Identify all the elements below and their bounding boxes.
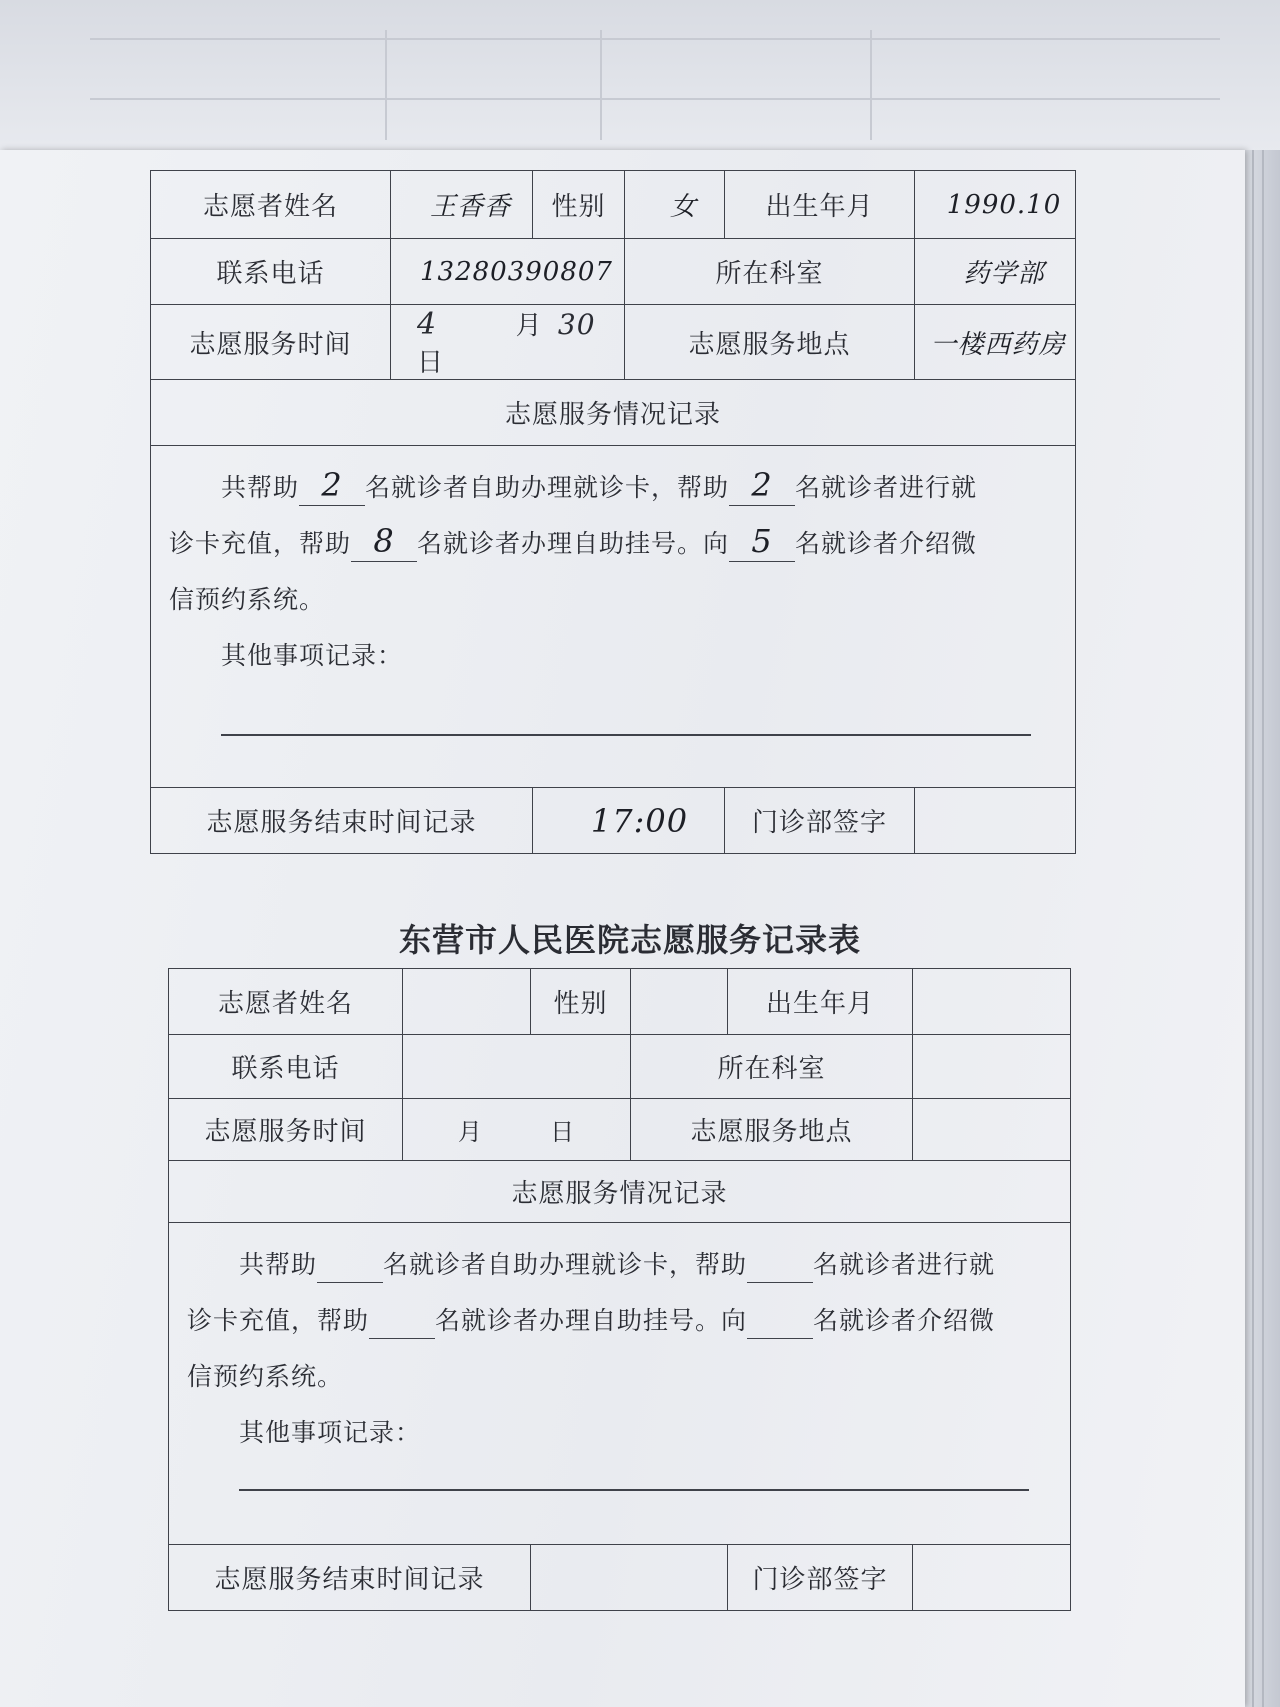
day-label: 日 [417,348,445,378]
month-value: 4 [417,307,438,342]
record-paragraph: 共帮助 2 名就诊者自助办理就诊卡，帮助 2 名就诊者进行就 诊卡充值，帮助 8 名就诊者办理自助挂号。向 5 名就诊者介绍微 信预约系统。 [169,466,978,614]
count-recharge-blank[interactable]: 2 [729,465,795,506]
record-body [169,1223,1071,1545]
notes-line[interactable] [221,734,1031,736]
dept-value[interactable]: 药学部 [915,239,1076,305]
location-label: 志愿服务地点 [631,1099,913,1161]
end-time-label: 志愿服务结束时间记录 [169,1545,531,1611]
dept-label: 所在科室 [631,1035,913,1099]
service-time-label: 志愿服务时间 [169,1099,403,1161]
day-value: 30 [557,308,596,341]
record-paragraph: 共帮助 名就诊者自助办理就诊卡，帮助 名就诊者进行就 诊卡充值，帮助 名就诊者办理自助挂号。向 名就诊者介绍微 信预约系统。 [169,1223,1070,1405]
name-value[interactable]: 王香香 [391,171,533,239]
phone-value[interactable]: 13280390807 [391,239,625,305]
count-wechat-blank[interactable]: 5 [729,521,795,562]
dept-value[interactable] [913,1035,1071,1099]
dept-label: 所在科室 [625,239,915,305]
underlying-page [0,0,1280,165]
ghost-rule [870,30,872,140]
form-title: 东营市人民医院志愿服务记录表 [398,921,861,959]
record-form-blank [168,968,1071,1611]
stack-edge-line [1262,150,1264,1707]
end-time-value[interactable] [531,1545,728,1611]
sign-value[interactable] [913,1545,1071,1611]
count-register-blank[interactable]: 8 [351,521,417,562]
month-label: 月 [515,311,543,341]
location-label: 志愿服务地点 [625,305,915,380]
notes-line[interactable] [239,1489,1029,1491]
service-time-label: 志愿服务时间 [151,305,391,380]
gender-value[interactable]: 女 [625,171,725,239]
end-time-value[interactable]: 17:00 [533,788,725,854]
gender-value[interactable] [631,969,728,1035]
name-label: 志愿者姓名 [169,969,403,1035]
service-date[interactable] [391,305,625,380]
birth-value[interactable]: 1990.10 [915,171,1076,239]
location-value[interactable]: 一楼西药房 [915,305,1076,380]
ghost-rule [600,30,602,140]
phone-value[interactable] [403,1035,631,1099]
phone-label: 联系电话 [151,239,391,305]
gender-label: 性别 [531,969,631,1035]
day-label: 日 [550,1118,576,1146]
other-notes-label: 其他事项记录： [239,1418,422,1447]
sign-value[interactable] [915,788,1076,854]
other-notes-label: 其他事项记录： [221,641,404,670]
record-body [151,446,1076,788]
record-header: 志愿服务情况记录 [151,380,1076,446]
location-value[interactable] [913,1099,1071,1161]
record-header: 志愿服务情况记录 [169,1161,1071,1223]
sign-label: 门诊部签字 [725,788,915,854]
count-register-blank[interactable] [369,1298,435,1339]
record-form-filled [150,170,1076,854]
count-card-blank[interactable]: 2 [299,465,365,506]
count-recharge-blank[interactable] [747,1242,813,1283]
ghost-rule [385,30,387,140]
count-wechat-blank[interactable] [747,1298,813,1339]
count-card-blank[interactable] [317,1242,383,1283]
ghost-rule [90,98,1220,100]
end-time-label: 志愿服务结束时间记录 [151,788,533,854]
service-date[interactable] [403,1099,631,1161]
phone-label: 联系电话 [169,1035,403,1099]
name-value[interactable] [403,969,531,1035]
month-label: 月 [457,1118,483,1146]
name-label: 志愿者姓名 [151,171,391,239]
ghost-rule [90,38,1220,40]
sign-label: 门诊部签字 [728,1545,913,1611]
birth-value[interactable] [913,969,1071,1035]
birth-label: 出生年月 [728,969,913,1035]
gender-label: 性别 [533,171,625,239]
birth-label: 出生年月 [725,171,915,239]
